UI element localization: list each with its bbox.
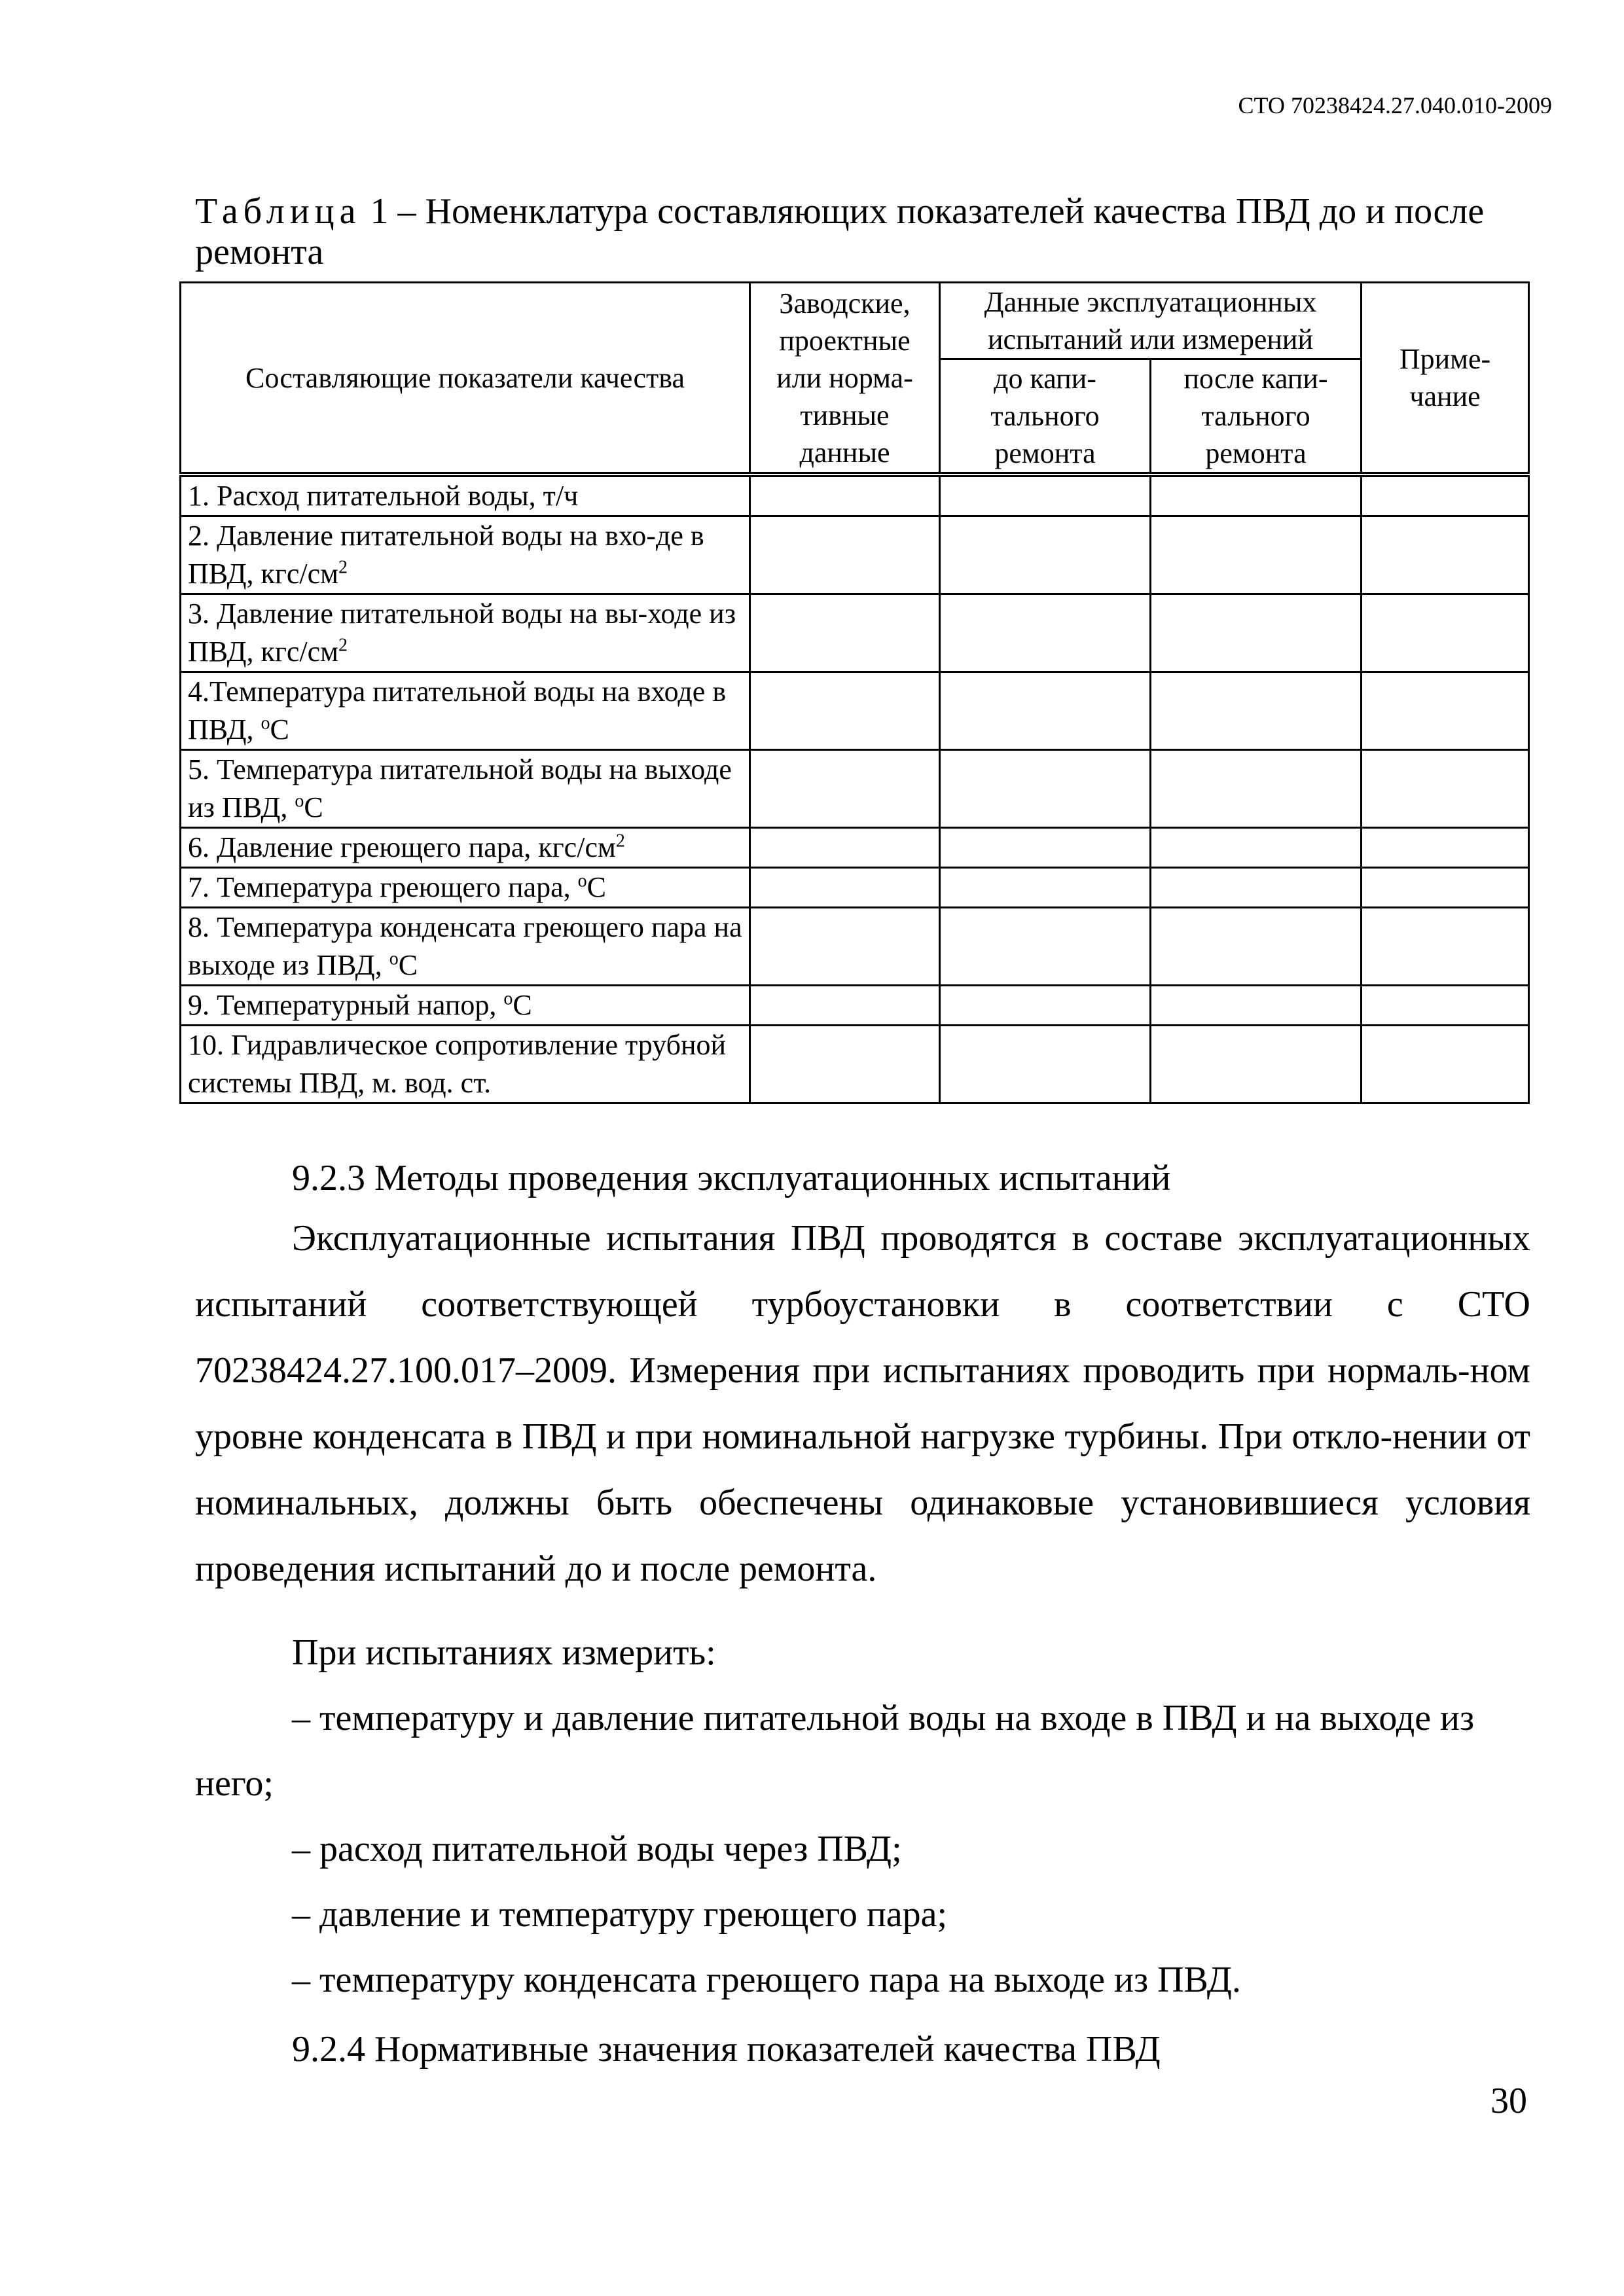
- section-heading-9-2-3: 9.2.3 Методы проведения эксплуатационных испытаний: [292, 1158, 1171, 1198]
- measurements-intro: При испытаниях измерить:: [292, 1632, 716, 1673]
- cell-note: [1362, 986, 1529, 1026]
- header-after-repair: после капи-тального ремонта: [1151, 359, 1362, 475]
- cell-note: [1362, 475, 1529, 516]
- table-row: [181, 908, 1529, 986]
- cell-before: [940, 986, 1151, 1026]
- cell-after: [1151, 672, 1362, 750]
- row-name: 8. Температура конденсата греющего пара на выходе из ПВД, $^о$С: [181, 908, 750, 986]
- table-row: [181, 594, 1529, 672]
- cell-after: [1151, 868, 1362, 908]
- cell-factory: [750, 750, 940, 828]
- table-row: [181, 475, 1529, 516]
- cell-after: [1151, 908, 1362, 986]
- cell-before: [940, 868, 1151, 908]
- cell-before: [940, 516, 1151, 594]
- cell-factory: [750, 908, 940, 986]
- cell-after: [1151, 750, 1362, 828]
- cell-factory: [750, 475, 940, 516]
- cell-before: [940, 475, 1151, 516]
- header-note: Приме-чание: [1362, 283, 1529, 475]
- table-caption: [195, 191, 1557, 272]
- table-row: [181, 868, 1529, 908]
- cell-factory: [750, 594, 940, 672]
- cell-after: [1151, 516, 1362, 594]
- page-number: 30: [1490, 2081, 1527, 2121]
- table-row: [181, 516, 1529, 594]
- cell-before: [940, 750, 1151, 828]
- cell-factory: [750, 672, 940, 750]
- row-name: 9. Температурный напор, $^о$С: [181, 986, 750, 1026]
- row-name: 5. Температура питательной воды на выходе из ПВД, $^о$С: [181, 750, 750, 828]
- header-component: Составляющие показатели качества: [181, 283, 750, 475]
- cell-note: [1362, 868, 1529, 908]
- cell-after: [1151, 594, 1362, 672]
- row-name: 4.Температура питательной воды на входе в ПВД, $^о$С: [181, 672, 750, 750]
- table-row: [181, 828, 1529, 868]
- table-caption-text: 1 – Номенклатура составляющих показателей качества ПВД до и после ремонта: [195, 191, 1485, 272]
- header-factory-data: Заводские, проектные или норма-тивные данные: [750, 283, 940, 475]
- section-heading-9-2-4: 9.2.4 Нормативные значения показателей качества ПВД: [292, 2029, 1161, 2070]
- cell-before: [940, 1026, 1151, 1103]
- quality-indicators-table: [179, 281, 1530, 1104]
- measurement-item: – температуру конденсата греющего пара на выходе из ПВД.: [292, 1960, 1241, 2000]
- table-row: [181, 1026, 1529, 1103]
- row-name: 10. Гидравлическое сопротивление трубной системы ПВД, м. вод. ст.: [181, 1026, 750, 1103]
- cell-note: [1362, 672, 1529, 750]
- cell-after: [1151, 828, 1362, 868]
- cell-before: [940, 672, 1151, 750]
- row-name: 1. Расход питательной воды, т/ч: [181, 475, 750, 516]
- cell-before: [940, 908, 1151, 986]
- cell-factory: [750, 828, 940, 868]
- cell-note: [1362, 750, 1529, 828]
- cell-note: [1362, 1026, 1529, 1103]
- table-row: [181, 672, 1529, 750]
- cell-factory: [750, 986, 940, 1026]
- cell-note: [1362, 828, 1529, 868]
- table-row: [181, 986, 1529, 1026]
- cell-note: [1362, 908, 1529, 986]
- cell-after: [1151, 475, 1362, 516]
- header-operational-tests: Данные эксплуатационных испытаний или измерений: [940, 283, 1362, 359]
- cell-factory: [750, 516, 940, 594]
- table-row: [181, 750, 1529, 828]
- cell-note: [1362, 516, 1529, 594]
- row-name: 6. Давление греющего пара, кгс/$см^2$: [181, 828, 750, 868]
- header-before-repair: до капи-тального ремонта: [940, 359, 1151, 475]
- section-paragraph: Эксплуатационные испытания ПВД проводятся в составе эксплуатационных испытаний соответствующей турбоустановки в соответствии с СТО 70238424.27.100.017–2009. Измерения при испытаниях проводить при нормаль-ном уровне конденсата в ПВД и при номинальной нагрузке турбины. При откло-нении от номинальных, должны быть обеспечены одинаковые установившиеся условия проведения испытаний до и после ремонта.: [195, 1218, 1530, 1589]
- row-name: 7. Температура греющего пара, $^о$С: [181, 868, 750, 908]
- cell-factory: [750, 868, 940, 908]
- cell-note: [1362, 594, 1529, 672]
- cell-before: [940, 594, 1151, 672]
- row-name: 2. Давление питательной воды на вхо-де в ПВД, кгс/$см^2$: [181, 516, 750, 594]
- document-code: СТО 70238424.27.040.010-2009: [1238, 92, 1552, 118]
- measurement-item: – расход питательной воды через ПВД;: [292, 1829, 902, 1869]
- cell-factory: [750, 1026, 940, 1103]
- cell-after: [1151, 986, 1362, 1026]
- table-caption-label: Таблица: [195, 191, 361, 232]
- row-name: 3. Давление питательной воды на вы-ходе из ПВД, кгс/$см^2$: [181, 594, 750, 672]
- cell-after: [1151, 1026, 1362, 1103]
- measurement-item: – температуру и давление питательной воды на входе в ПВД и на выходе из него;: [195, 1698, 1475, 1804]
- cell-before: [940, 828, 1151, 868]
- measurement-item: – давление и температуру греющего пара;: [292, 1894, 948, 1935]
